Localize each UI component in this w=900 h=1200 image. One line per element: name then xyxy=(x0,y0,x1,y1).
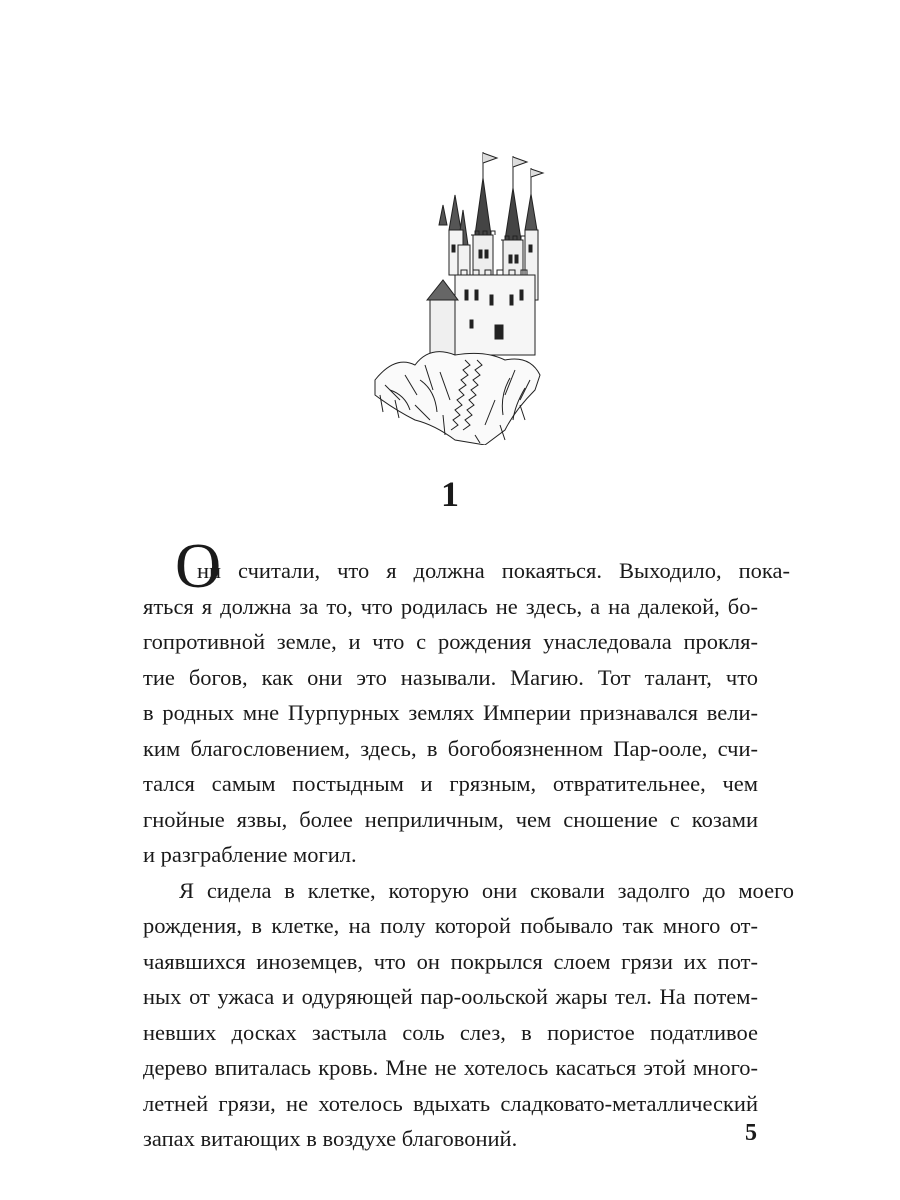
paragraph-1-line-1 xyxy=(143,530,790,601)
paragraph-1-line: в родных мне Пурпурных землях Империи признавался вели- xyxy=(143,700,758,725)
paragraph-2-line: ных от ужаса и одуряющей пар-оольской жары тел. На потем- xyxy=(143,984,758,1009)
paragraph-2-line: дерево впиталась кровь. Мне не хотелось касаться этой много- xyxy=(143,1055,758,1080)
line-text: ни считали, что я должна покаяться. Выходило, пока- xyxy=(197,558,790,583)
paragraph-2-line: чаявшихся иноземцев, что он покрылся слоем грязи их пот- xyxy=(143,948,758,974)
paragraph-1-line: яться я должна за то, что родилась не здесь, а на далекой, бо- xyxy=(143,593,758,619)
paragraph-1-line: ким благословением, здесь, в богобоязненном Пар-ооле, счи- xyxy=(143,735,758,761)
paragraph-1-line: гопротивной земле, и что с рождения унаследовала прокля- xyxy=(143,629,758,654)
paragraph-2-line: рождения, в клетке, на полу которой побывало так много от- xyxy=(143,913,758,938)
paragraph-1-line: тие богов, как они это называли. Магию. Тот талант, что xyxy=(143,664,758,690)
paragraph-2-line-1 xyxy=(143,873,794,909)
paragraph-1-line: тался самым постыдным и грязным, отвратительнее, чем xyxy=(143,771,758,796)
line-text: Я сидела в клетке, которую они сковали задолго до моего xyxy=(179,877,794,903)
chapter-number: 1 xyxy=(441,474,459,514)
drop-cap: О xyxy=(175,530,222,601)
paragraph-1-line: гнойные язвы, более неприличным, чем сношение с козами xyxy=(143,806,758,832)
page-number: 5 xyxy=(745,1120,757,1146)
paragraph-2-line: запах витающих в воздухе благовоний. xyxy=(143,1126,518,1151)
castle-on-cliff-icon xyxy=(355,150,545,445)
paragraph-2-line: летней грязи, не хотелось вдыхать сладковато-металлический xyxy=(143,1090,758,1116)
paragraph-2-line: невших досках застыла соль слез, в пористое податливое xyxy=(143,1019,758,1045)
chapter-text xyxy=(143,530,794,1157)
paragraph-1-line: и разграбление могил. xyxy=(143,842,357,867)
